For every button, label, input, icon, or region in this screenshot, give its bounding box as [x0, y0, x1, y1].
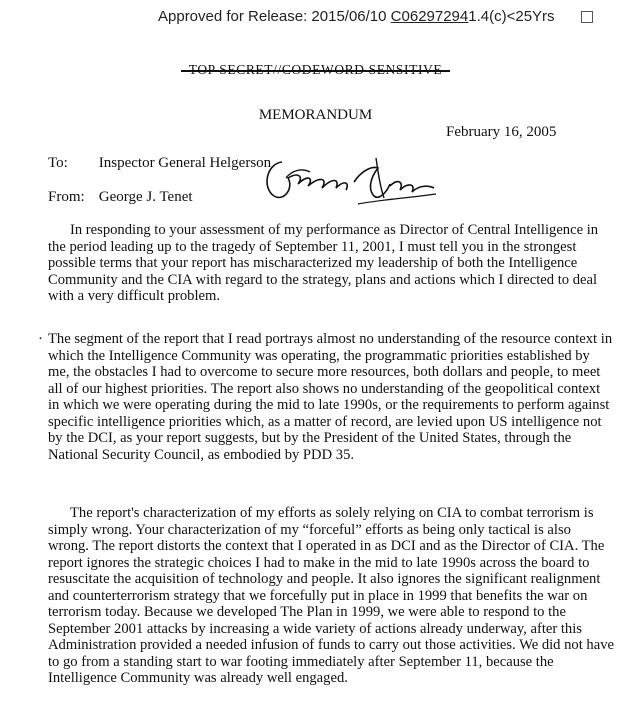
memo-title: MEMORANDUM [258, 107, 373, 123]
from-label: From: [48, 189, 85, 205]
paragraph-3: The report's characterization of my efforts as solely relying on CIA to combat terrorism is simply wrong. Your characterization of my “forceful” efforts as being only tactical is also wrong. The report distorts the context that I operated in as DCI and as the Director of CIA. The report ignores the strategic choices I had to make in the mid to late 1990s across the board to resuscitate the acquisition of technology and people. It also ignores the significant realignment and counterterrorism strategy that we forcefully put in place in 1999 that benefits the war on terrorism today. Because we developed The Plan in 1999, we were able to respond to the September 2001 attacks by increasing a wide variety of actions already underway, after this Administration provided a needed infusion of funds to carry out those activities. We did not have to go from a standing start to war footing immediately after September 11, because the Intelligence Community was already well engaged. [48, 505, 614, 686]
document-id: C06297294 [390, 8, 469, 25]
to-line [48, 155, 271, 172]
release-prefix: Approved for Release: 2015/06/10 [158, 8, 387, 25]
paragraph-1: In responding to your assessment of my performance as Director of Central Intelligence in the period leading up to the tragedy of September 11, 2001, I must tell you in the strongest possible terms that your report has mischaracterized my leadership of both the Intelligence Community and the CIA with regard to the strategy, plans and actions which I directed to deal with a very difficult problem. [48, 222, 599, 304]
memo-date: February 16, 2005 [446, 124, 557, 140]
from-sender: George J. Tenet [98, 189, 193, 205]
release-stamp [158, 8, 618, 25]
classification-marking [0, 62, 631, 78]
to-recipient: Inspector General Helgerson [98, 155, 272, 171]
checkbox-icon [581, 11, 593, 23]
to-label: To: [48, 155, 68, 171]
classification-text: TOP SECRET//CODEWORD SENSITIVE [188, 62, 443, 77]
paragraph-2: · The segment of the report that I read portrays almost no understanding of the resource context in which the Intelligence Community was operating, the programmatic priorities established by me, the obstacles I had to overcome to secure more resources, both dollars and people, to meet all of our highest priorities. The report also shows no understanding of the geopolitical context in which we were operating during the mid to late 1990s, or the requirements to perform against specific intelligence priorities which, as a matter of record, are levied upon US intelligence not by the DCI, as your report suggests, but by the President of the United States, through the National Security Council, as embodied by PDD 35. [48, 331, 614, 463]
exemption-code: 1.4(c)<25Yrs [468, 8, 555, 25]
signature-icon [258, 148, 458, 218]
from-line [48, 189, 193, 206]
